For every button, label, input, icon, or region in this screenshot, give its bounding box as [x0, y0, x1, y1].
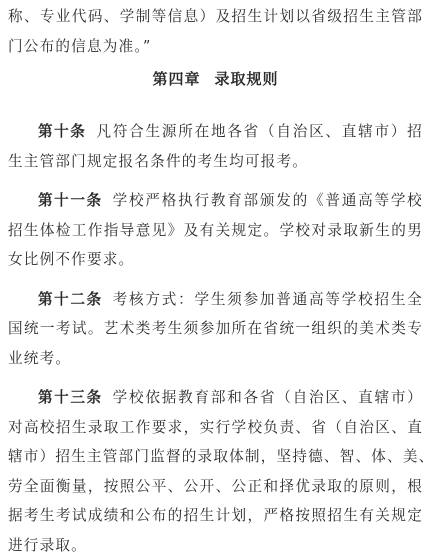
article-text: 辖市）招生主管部门监督的录取体制，坚持德、智、体、美、 — [8, 442, 423, 472]
article-text: 国统一考试。艺术类考生须参加所在省统一组织的美术类专 — [8, 314, 423, 344]
article-text: 据考生考试成绩和公布的招生计划，严格按照招生有关规定 — [8, 501, 423, 531]
article-text: 女比例不作要求。 — [8, 245, 423, 275]
chapter-number: 第四章 — [152, 70, 200, 88]
chapter-title: 录取规则 — [215, 70, 279, 88]
article-title: 第十三条 — [38, 389, 103, 406]
document-page — [0, 2, 437, 560]
article-text: 进行录取。 — [8, 531, 423, 560]
article-text: 招生体检工作指导意见》及有关规定。学校对录取新生的男 — [8, 216, 423, 246]
intro-paragraph — [8, 2, 423, 61]
article-text: 学校严格执行教育部颁发的《普通高等学校 — [113, 192, 423, 209]
intro-line: 称、专业代码、学制等信息）及招生计划以省级招生主管部 — [8, 2, 423, 32]
article-12 — [8, 285, 423, 374]
article-text: 学校依据教育部和各省（自治区、直辖市） — [113, 389, 423, 406]
article-text: 业统考。 — [8, 344, 423, 374]
chapter-heading — [8, 68, 423, 90]
article-text: 生主管部门规定报名条件的考生均可报考。 — [8, 147, 423, 177]
article-title: 第十条 — [38, 123, 86, 140]
article-title: 第十二条 — [38, 291, 103, 308]
article-text: 考核方式：学生须参加普通高等学校招生全 — [113, 291, 423, 308]
article-13 — [8, 383, 423, 560]
intro-line: 门公布的信息为准。” — [8, 32, 423, 62]
article-text: 对高校招生录取工作要求，实行学校负责、省（自治区、直 — [8, 413, 423, 443]
article-title: 第十一条 — [38, 192, 103, 209]
article-11 — [8, 186, 423, 275]
article-text: 凡符合生源所在地各省（自治区、直辖市）招 — [96, 123, 423, 140]
article-text: 劳全面衡量，按照公平、公开、公正和择优录取的原则，根 — [8, 472, 423, 502]
article-10 — [8, 117, 423, 176]
